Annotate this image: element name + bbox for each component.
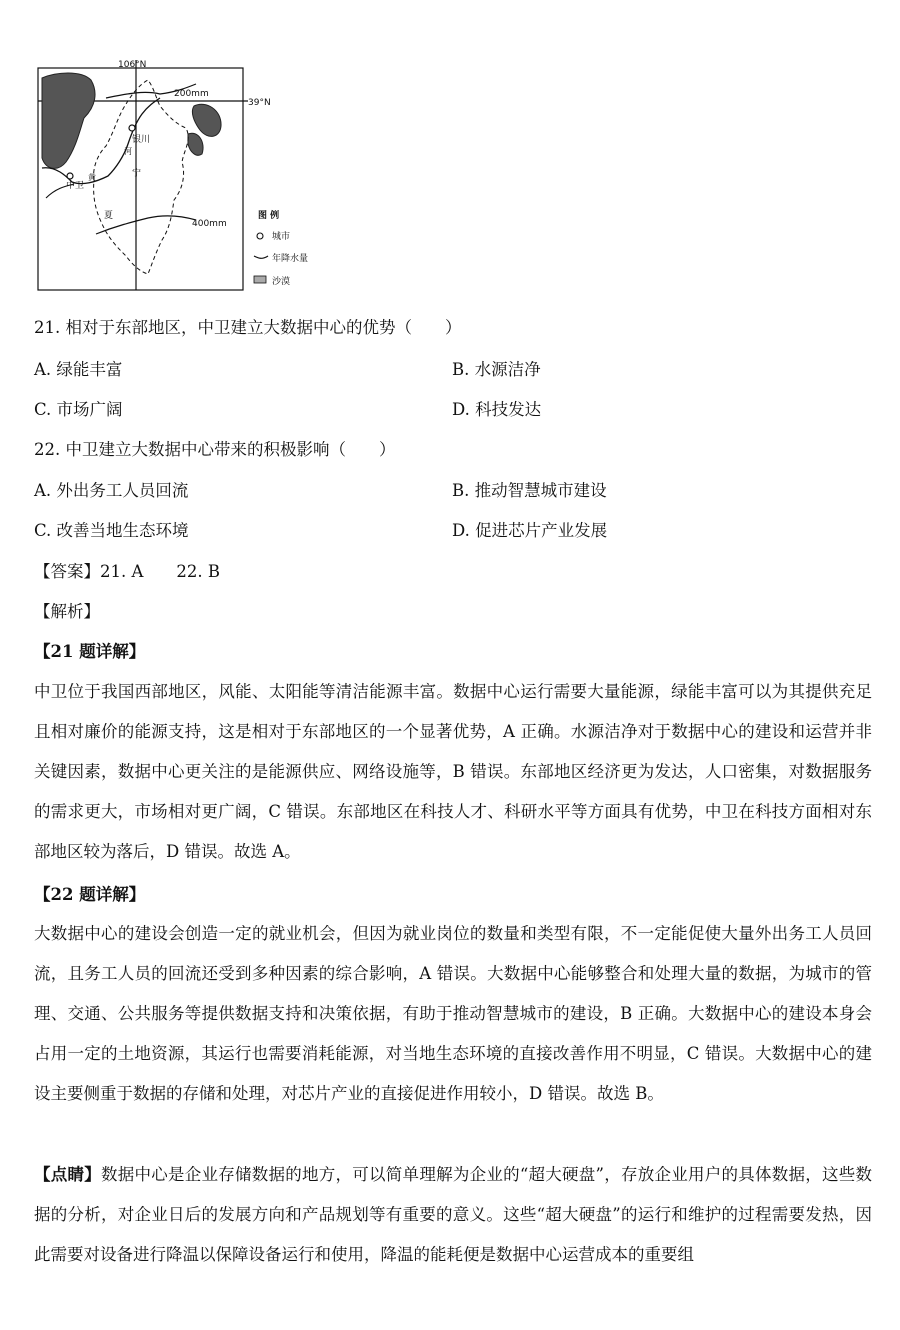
city-label-yinchuan: 银川 (132, 135, 151, 145)
q21-option-d: D. 科技发达 (452, 400, 542, 419)
tip-text: 数据中心是企业存储数据的地方，可以简单理解为企业的“超大硬盘”，存放企业用户的具体数据，这些数据的分析，对企业日后的发展方向和产品规划等有重要的意义。这些“超大硬盘”的运行和维护的过程需要发热，因此需要对设备进行降温以保障设备运行和使用，降温的能耗便是数据中心运营成本的重要组 (34, 1165, 873, 1264)
analysis-heading: 【解析】 (34, 602, 100, 621)
city-label-zhongwei: 中卫 (66, 181, 85, 191)
lat-label: 39°N (248, 98, 271, 108)
river-char-huang: 黄 (88, 173, 96, 182)
q22-option-a: A. 外出务工人员回流 (34, 481, 189, 500)
region-char-xia: 夏 (104, 211, 114, 221)
detail22-text: 大数据中心的建设会创造一定的就业机会，但因为就业岗位的数量和类型有限，不一定能促使大量外出务工人员回流，且务工人员的回流还受到多种因素的综合影响，A 错误。大数据中心能够整合和处理大量的数据，为城市的管理、交通、公共服务等提供数据支持和决策依据，有助于推动智慧城市的建设，B 正确。大数据中心的建设本身会占用一定的土地资源，其运行也需要消耗能源，对当地生态环境的直接改善作用不明显，C 错误。大数据中心的建设主要侧重于数据的存储和处理，对芯片产业的直接促进作用较小，D 错误。故选 B。 (34, 924, 872, 1103)
desert-east (192, 104, 221, 136)
q21-option-c: C. 市场广阔 (34, 400, 123, 419)
q22-option-d: D. 促进芯片产业发展 (452, 521, 608, 540)
detail21-heading: 【21 题详解】 (34, 642, 146, 661)
detail22-heading: 【22 题详解】 (34, 885, 146, 904)
river-char-he: 河 (124, 147, 132, 156)
city-marker-yinchuan (129, 125, 135, 131)
city-marker-zhongwei (67, 173, 73, 179)
q21-option-a: A. 绿能丰富 (34, 360, 123, 379)
tip-label: 【点睛】 (34, 1165, 102, 1184)
legend-rain-icon (254, 256, 268, 258)
ningxia-map (36, 58, 336, 298)
lon-label: 106°N (118, 60, 147, 70)
region-char-ning: 宁 (132, 169, 142, 179)
legend-desert-label: 沙漠 (272, 277, 291, 287)
legend-desert-icon (254, 276, 266, 283)
legend-city-icon (257, 233, 263, 239)
q22-option-c: C. 改善当地生态环境 (34, 521, 189, 540)
desert-west (42, 73, 95, 168)
q21-stem: 21. 相对于东部地区，中卫建立大数据中心的优势（ ） (34, 318, 462, 337)
iso-200-label: 200mm (174, 89, 209, 99)
q21-option-b: B. 水源洁净 (452, 360, 541, 379)
detail21-text: 中卫位于我国西部地区，风能、太阳能等清洁能源丰富。数据中心运行需要大量能源，绿能丰富可以为其提供充足且相对廉价的能源支持，这是相对于东部地区的一个显著优势，A 正确。水源洁净对于数据中心的建设和运营并非关键因素，数据中心更关注的是能源供应、网络设施等，B 错误。东部地区经济更为发达，人口密集，对数据服务的需求更大，市场相对更广阔，C 错误。东部地区在科技人才、科研水平等方面具有优势，中卫在科技方面相对东部地区较为落后，D 错误。故选 A。 (34, 682, 872, 861)
legend-city-label: 城市 (272, 232, 291, 242)
legend-title: 图 例 (258, 211, 280, 221)
q22-option-b: B. 推动智慧城市建设 (452, 481, 607, 500)
answer-line: 【答案】21. A 22. B (34, 562, 221, 581)
tip-paragraph (34, 1155, 872, 1275)
q22-stem: 22. 中卫建立大数据中心带来的积极影响（ ） (34, 440, 396, 459)
desert-small (188, 133, 203, 155)
legend-rain-label: 年降水量 (272, 254, 309, 264)
iso-400-label: 400mm (192, 219, 227, 229)
